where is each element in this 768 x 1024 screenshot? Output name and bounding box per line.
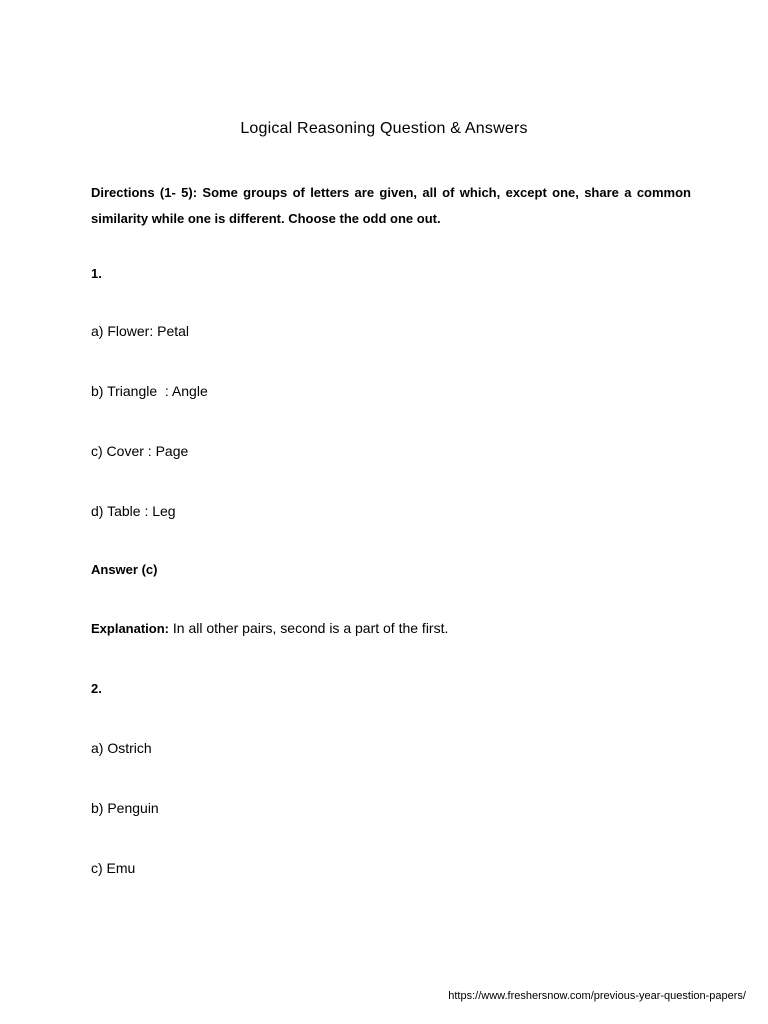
explanation-text: In all other pairs, second is a part of the first. [169, 620, 449, 636]
option-a: a) Ostrich [91, 740, 152, 756]
explanation [91, 620, 448, 636]
option-c: c) Cover : Page [91, 443, 189, 459]
question-number: 1. [91, 266, 102, 281]
option-a: a) Flower: Petal [91, 323, 190, 339]
question-number: 2. [91, 681, 102, 696]
answer-text: Answer (c) [91, 562, 158, 577]
directions-text: Directions (1- 5): Some groups of letters are given, all of which, except one, share a common similarity while one is different. Choose the odd one out. [91, 185, 691, 226]
page-title: Logical Reasoning Question & Answers [240, 120, 528, 137]
option-b: b) Triangle : Angle [91, 383, 208, 399]
option-b: b) Penguin [91, 800, 159, 816]
explanation-label: Explanation: [91, 621, 170, 636]
footer-url: https://www.freshersnow.com/previous-year-question-papers/ [448, 990, 746, 1002]
option-c: c) Emu [91, 860, 136, 876]
option-d: d) Table : Leg [91, 503, 176, 519]
